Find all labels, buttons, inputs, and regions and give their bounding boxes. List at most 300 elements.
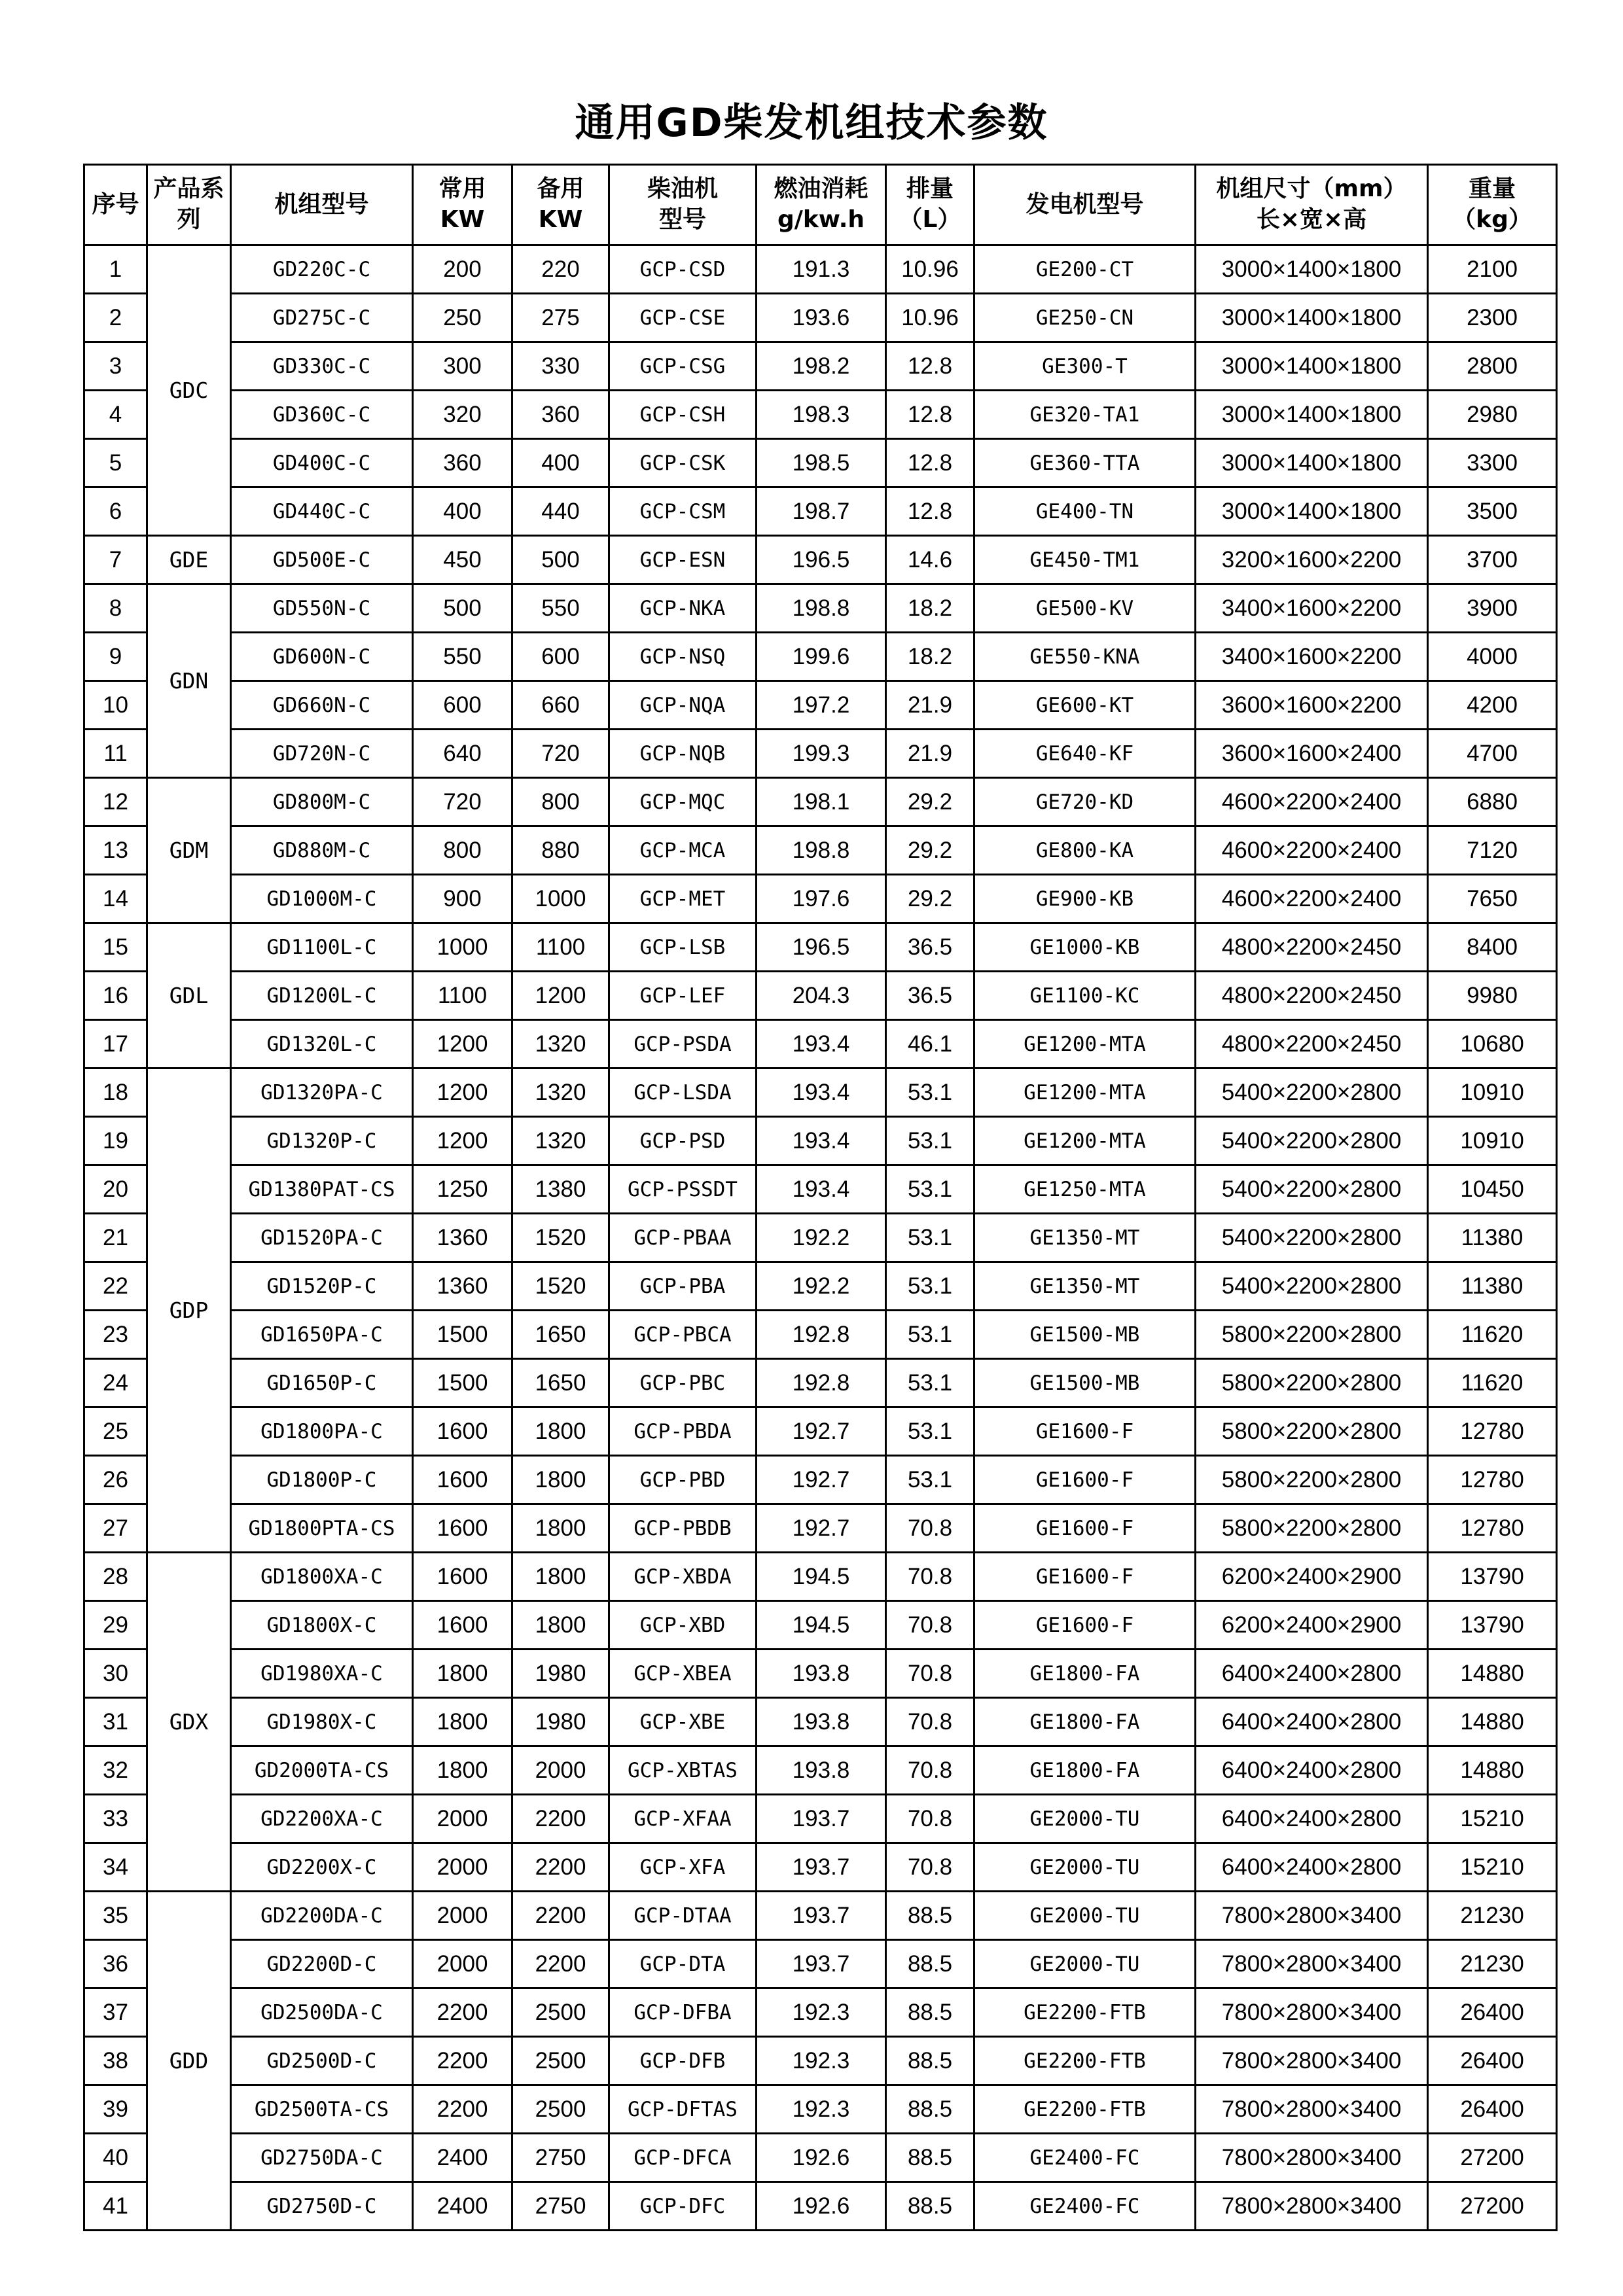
header-line2: （L）	[899, 206, 961, 233]
cell-standby-kw: 1320	[512, 1020, 609, 1069]
cell-model: GD2750D-C	[231, 2182, 413, 2231]
cell-weight: 7120	[1428, 826, 1557, 875]
cell-standby-kw: 800	[512, 778, 609, 826]
cell-weight: 27200	[1428, 2134, 1557, 2182]
table-row	[84, 584, 1557, 633]
cell-weight: 13790	[1428, 1553, 1557, 1601]
cell-displacement: 70.8	[886, 1650, 974, 1698]
cell-dimensions: 5400×2200×2800	[1196, 1214, 1428, 1262]
cell-dimensions: 6400×2400×2800	[1196, 1746, 1428, 1795]
table-row	[84, 826, 1557, 875]
cell-index: 31	[84, 1698, 147, 1746]
cell-dimensions: 5800×2200×2800	[1196, 1504, 1428, 1553]
cell-displacement: 70.8	[886, 1698, 974, 1746]
cell-prime-kw: 360	[413, 439, 512, 487]
table-row	[84, 633, 1557, 681]
cell-displacement: 12.8	[886, 487, 974, 536]
cell-model: GD440C-C	[231, 487, 413, 536]
cell-alternator-model: GE1600-F	[974, 1504, 1196, 1553]
cell-alternator-model: GE2000-TU	[974, 1795, 1196, 1843]
cell-index: 25	[84, 1407, 147, 1456]
table-row	[84, 1940, 1557, 1988]
cell-alternator-model: GE1200-MTA	[974, 1020, 1196, 1069]
cell-alternator-model: GE800-KA	[974, 826, 1196, 875]
header-prime-kw	[413, 165, 512, 245]
table-row	[84, 875, 1557, 923]
cell-weight: 15210	[1428, 1843, 1557, 1892]
cell-model: GD1200L-C	[231, 972, 413, 1020]
cell-displacement: 46.1	[886, 1020, 974, 1069]
cell-weight: 7650	[1428, 875, 1557, 923]
cell-engine-model: GCP-XFA	[609, 1843, 757, 1892]
cell-standby-kw: 2500	[512, 2037, 609, 2085]
cell-weight: 4000	[1428, 633, 1557, 681]
cell-fuel-consumption: 192.7	[757, 1504, 886, 1553]
cell-fuel-consumption: 192.3	[757, 1988, 886, 2037]
cell-index: 28	[84, 1553, 147, 1601]
cell-alternator-model: GE550-KNA	[974, 633, 1196, 681]
cell-fuel-consumption: 192.3	[757, 2085, 886, 2134]
cell-displacement: 70.8	[886, 1504, 974, 1553]
cell-fuel-consumption: 192.7	[757, 1456, 886, 1504]
cell-dimensions: 4800×2200×2450	[1196, 923, 1428, 972]
table-row	[84, 294, 1557, 342]
cell-displacement: 88.5	[886, 1940, 974, 1988]
cell-engine-model: GCP-NQA	[609, 681, 757, 730]
cell-prime-kw: 640	[413, 730, 512, 778]
cell-alternator-model: GE1600-F	[974, 1456, 1196, 1504]
header-line1: 发电机型号	[1026, 190, 1144, 218]
cell-dimensions: 5400×2200×2800	[1196, 1117, 1428, 1165]
cell-displacement: 88.5	[886, 2134, 974, 2182]
cell-displacement: 88.5	[886, 2182, 974, 2231]
cell-fuel-consumption: 192.3	[757, 2037, 886, 2085]
cell-fuel-consumption: 196.5	[757, 536, 886, 584]
cell-displacement: 70.8	[886, 1746, 974, 1795]
cell-fuel-consumption: 193.4	[757, 1117, 886, 1165]
cell-model: GD1980X-C	[231, 1698, 413, 1746]
cell-alternator-model: GE640-KF	[974, 730, 1196, 778]
cell-standby-kw: 1380	[512, 1165, 609, 1214]
cell-model: GD2200X-C	[231, 1843, 413, 1892]
cell-prime-kw: 450	[413, 536, 512, 584]
cell-fuel-consumption: 193.4	[757, 1020, 886, 1069]
cell-model: GD1980XA-C	[231, 1650, 413, 1698]
cell-model: GD1320P-C	[231, 1117, 413, 1165]
cell-alternator-model: GE1800-FA	[974, 1698, 1196, 1746]
spec-table	[83, 164, 1558, 2231]
cell-fuel-consumption: 193.8	[757, 1650, 886, 1698]
cell-prime-kw: 1100	[413, 972, 512, 1020]
cell-weight: 2980	[1428, 391, 1557, 439]
cell-standby-kw: 1800	[512, 1553, 609, 1601]
cell-engine-model: GCP-LSB	[609, 923, 757, 972]
cell-index: 35	[84, 1892, 147, 1940]
cell-alternator-model: GE1500-MB	[974, 1359, 1196, 1407]
cell-model: GD2200DA-C	[231, 1892, 413, 1940]
cell-engine-model: GCP-MQC	[609, 778, 757, 826]
cell-dimensions: 5800×2200×2800	[1196, 1311, 1428, 1359]
cell-displacement: 88.5	[886, 2037, 974, 2085]
cell-fuel-consumption: 199.3	[757, 730, 886, 778]
table-row	[84, 1650, 1557, 1698]
cell-fuel-consumption: 198.8	[757, 826, 886, 875]
cell-dimensions: 5400×2200×2800	[1196, 1069, 1428, 1117]
cell-standby-kw: 2000	[512, 1746, 609, 1795]
cell-standby-kw: 2750	[512, 2182, 609, 2231]
table-row	[84, 681, 1557, 730]
cell-weight: 11620	[1428, 1359, 1557, 1407]
cell-displacement: 29.2	[886, 875, 974, 923]
cell-fuel-consumption: 192.8	[757, 1359, 886, 1407]
cell-prime-kw: 320	[413, 391, 512, 439]
cell-alternator-model: GE2000-TU	[974, 1843, 1196, 1892]
cell-weight: 14880	[1428, 1746, 1557, 1795]
cell-index: 39	[84, 2085, 147, 2134]
cell-prime-kw: 720	[413, 778, 512, 826]
cell-alternator-model: GE1100-KC	[974, 972, 1196, 1020]
header-line1: 常用	[438, 175, 486, 203]
cell-model: GD1800X-C	[231, 1601, 413, 1650]
cell-standby-kw: 1650	[512, 1311, 609, 1359]
cell-fuel-consumption: 191.3	[757, 245, 886, 294]
cell-displacement: 70.8	[886, 1795, 974, 1843]
cell-fuel-consumption: 193.7	[757, 1940, 886, 1988]
cell-prime-kw: 1500	[413, 1359, 512, 1407]
cell-engine-model: GCP-CSH	[609, 391, 757, 439]
cell-prime-kw: 1600	[413, 1407, 512, 1456]
header-line1: 产品系	[153, 175, 224, 203]
cell-index: 4	[84, 391, 147, 439]
cell-prime-kw: 600	[413, 681, 512, 730]
cell-prime-kw: 1600	[413, 1504, 512, 1553]
cell-alternator-model: GE2200-FTB	[974, 2085, 1196, 2134]
cell-weight: 26400	[1428, 2037, 1557, 2085]
table-row	[84, 1214, 1557, 1262]
cell-engine-model: GCP-PSD	[609, 1117, 757, 1165]
cell-fuel-consumption: 193.4	[757, 1069, 886, 1117]
table-row	[84, 1795, 1557, 1843]
cell-standby-kw: 1520	[512, 1214, 609, 1262]
cell-alternator-model: GE450-TM1	[974, 536, 1196, 584]
cell-fuel-consumption: 193.8	[757, 1746, 886, 1795]
cell-weight: 15210	[1428, 1795, 1557, 1843]
cell-model: GD1800PA-C	[231, 1407, 413, 1456]
cell-index: 29	[84, 1601, 147, 1650]
cell-index: 33	[84, 1795, 147, 1843]
cell-alternator-model: GE1800-FA	[974, 1650, 1196, 1698]
cell-model: GD1380PAT-CS	[231, 1165, 413, 1214]
cell-fuel-consumption: 192.6	[757, 2134, 886, 2182]
cell-weight: 3500	[1428, 487, 1557, 536]
cell-displacement: 70.8	[886, 1843, 974, 1892]
cell-index: 32	[84, 1746, 147, 1795]
cell-index: 1	[84, 245, 147, 294]
cell-index: 7	[84, 536, 147, 584]
cell-index: 2	[84, 294, 147, 342]
cell-model: GD2200D-C	[231, 1940, 413, 1988]
cell-weight: 10680	[1428, 1020, 1557, 1069]
cell-alternator-model: GE1200-MTA	[974, 1069, 1196, 1117]
cell-weight: 9980	[1428, 972, 1557, 1020]
cell-weight: 10910	[1428, 1117, 1557, 1165]
table-row	[84, 1262, 1557, 1311]
cell-index: 23	[84, 1311, 147, 1359]
header-line1: 重量	[1468, 175, 1516, 203]
header-line2: （kg）	[1452, 206, 1532, 233]
cell-standby-kw: 1320	[512, 1117, 609, 1165]
cell-displacement: 10.96	[886, 245, 974, 294]
cell-model: GD720N-C	[231, 730, 413, 778]
cell-index: 13	[84, 826, 147, 875]
cell-displacement: 53.1	[886, 1311, 974, 1359]
cell-prime-kw: 1000	[413, 923, 512, 972]
cell-alternator-model: GE2400-FC	[974, 2134, 1196, 2182]
cell-index: 21	[84, 1214, 147, 1262]
cell-alternator-model: GE1350-MT	[974, 1214, 1196, 1262]
cell-index: 20	[84, 1165, 147, 1214]
cell-series: GDX	[147, 1553, 231, 1892]
cell-dimensions: 4800×2200×2450	[1196, 972, 1428, 1020]
cell-series: GDN	[147, 584, 231, 778]
cell-engine-model: GCP-DFTAS	[609, 2085, 757, 2134]
cell-standby-kw: 1200	[512, 972, 609, 1020]
cell-alternator-model: GE1000-KB	[974, 923, 1196, 972]
cell-index: 34	[84, 1843, 147, 1892]
cell-weight: 4700	[1428, 730, 1557, 778]
cell-engine-model: GCP-CSM	[609, 487, 757, 536]
cell-weight: 14880	[1428, 1650, 1557, 1698]
cell-standby-kw: 330	[512, 342, 609, 391]
cell-prime-kw: 1200	[413, 1069, 512, 1117]
cell-fuel-consumption: 198.5	[757, 439, 886, 487]
cell-displacement: 53.1	[886, 1456, 974, 1504]
header-line1: 备用	[537, 175, 584, 203]
cell-model: GD2200XA-C	[231, 1795, 413, 1843]
cell-dimensions: 6400×2400×2800	[1196, 1650, 1428, 1698]
header-line2: KW	[538, 206, 583, 233]
cell-alternator-model: GE250-CN	[974, 294, 1196, 342]
cell-alternator-model: GE1350-MT	[974, 1262, 1196, 1311]
cell-prime-kw: 1600	[413, 1553, 512, 1601]
table-row	[84, 2134, 1557, 2182]
cell-dimensions: 5800×2200×2800	[1196, 1359, 1428, 1407]
table-header	[84, 165, 1557, 245]
cell-standby-kw: 1520	[512, 1262, 609, 1311]
cell-dimensions: 3400×1600×2200	[1196, 584, 1428, 633]
cell-prime-kw: 1800	[413, 1698, 512, 1746]
cell-index: 30	[84, 1650, 147, 1698]
cell-weight: 2100	[1428, 245, 1557, 294]
cell-weight: 13790	[1428, 1601, 1557, 1650]
cell-fuel-consumption: 193.6	[757, 294, 886, 342]
header-series	[147, 165, 231, 245]
cell-engine-model: GCP-XBTAS	[609, 1746, 757, 1795]
cell-displacement: 12.8	[886, 391, 974, 439]
cell-displacement: 36.5	[886, 923, 974, 972]
cell-prime-kw: 1360	[413, 1214, 512, 1262]
header-line1: 柴油机	[647, 175, 718, 203]
cell-prime-kw: 500	[413, 584, 512, 633]
cell-model: GD275C-C	[231, 294, 413, 342]
cell-engine-model: GCP-DFB	[609, 2037, 757, 2085]
cell-alternator-model: GE2000-TU	[974, 1892, 1196, 1940]
cell-dimensions: 5800×2200×2800	[1196, 1456, 1428, 1504]
cell-engine-model: GCP-DFCA	[609, 2134, 757, 2182]
cell-weight: 12780	[1428, 1407, 1557, 1456]
table-row	[84, 1892, 1557, 1940]
cell-engine-model: GCP-PBCA	[609, 1311, 757, 1359]
cell-standby-kw: 2750	[512, 2134, 609, 2182]
cell-dimensions: 7800×2800×3400	[1196, 2134, 1428, 2182]
cell-engine-model: GCP-PBA	[609, 1262, 757, 1311]
cell-engine-model: GCP-NKA	[609, 584, 757, 633]
cell-prime-kw: 2000	[413, 1843, 512, 1892]
cell-dimensions: 3000×1400×1800	[1196, 342, 1428, 391]
cell-prime-kw: 400	[413, 487, 512, 536]
cell-dimensions: 4600×2200×2400	[1196, 826, 1428, 875]
cell-index: 5	[84, 439, 147, 487]
cell-standby-kw: 2200	[512, 1843, 609, 1892]
cell-prime-kw: 1800	[413, 1650, 512, 1698]
cell-model: GD360C-C	[231, 391, 413, 439]
cell-dimensions: 7800×2800×3400	[1196, 1988, 1428, 2037]
cell-displacement: 21.9	[886, 681, 974, 730]
cell-standby-kw: 2200	[512, 1795, 609, 1843]
cell-prime-kw: 2200	[413, 1988, 512, 2037]
cell-weight: 10450	[1428, 1165, 1557, 1214]
cell-alternator-model: GE2200-FTB	[974, 2037, 1196, 2085]
table-row	[84, 1504, 1557, 1553]
cell-model: GD1520P-C	[231, 1262, 413, 1311]
header-model	[231, 165, 413, 245]
cell-fuel-consumption: 193.8	[757, 1698, 886, 1746]
cell-prime-kw: 550	[413, 633, 512, 681]
cell-engine-model: GCP-NSQ	[609, 633, 757, 681]
cell-model: GD880M-C	[231, 826, 413, 875]
cell-weight: 3700	[1428, 536, 1557, 584]
cell-alternator-model: GE1600-F	[974, 1407, 1196, 1456]
cell-fuel-consumption: 192.2	[757, 1214, 886, 1262]
cell-engine-model: GCP-CSD	[609, 245, 757, 294]
cell-model: GD1100L-C	[231, 923, 413, 972]
cell-dimensions: 7800×2800×3400	[1196, 1940, 1428, 1988]
cell-standby-kw: 600	[512, 633, 609, 681]
cell-model: GD550N-C	[231, 584, 413, 633]
cell-fuel-consumption: 197.6	[757, 875, 886, 923]
cell-prime-kw: 1200	[413, 1020, 512, 1069]
header-line1: 排量	[906, 175, 954, 203]
cell-alternator-model: GE1600-F	[974, 1601, 1196, 1650]
cell-model: GD1520PA-C	[231, 1214, 413, 1262]
cell-fuel-consumption: 197.2	[757, 681, 886, 730]
cell-engine-model: GCP-CSE	[609, 294, 757, 342]
cell-dimensions: 3600×1600×2200	[1196, 681, 1428, 730]
cell-weight: 4200	[1428, 681, 1557, 730]
table-row	[84, 1020, 1557, 1069]
table-body	[84, 245, 1557, 2231]
header-standby-kw	[512, 165, 609, 245]
cell-standby-kw: 220	[512, 245, 609, 294]
cell-fuel-consumption: 193.7	[757, 1843, 886, 1892]
header-line1: 序号	[92, 190, 139, 218]
cell-weight: 12780	[1428, 1504, 1557, 1553]
cell-index: 15	[84, 923, 147, 972]
cell-fuel-consumption: 194.5	[757, 1553, 886, 1601]
cell-index: 26	[84, 1456, 147, 1504]
cell-prime-kw: 2400	[413, 2182, 512, 2231]
cell-standby-kw: 440	[512, 487, 609, 536]
cell-displacement: 21.9	[886, 730, 974, 778]
cell-engine-model: GCP-DFC	[609, 2182, 757, 2231]
cell-index: 18	[84, 1069, 147, 1117]
cell-series: GDE	[147, 536, 231, 584]
cell-weight: 3900	[1428, 584, 1557, 633]
cell-model: GD2500TA-CS	[231, 2085, 413, 2134]
cell-displacement: 29.2	[886, 826, 974, 875]
cell-alternator-model: GE1200-MTA	[974, 1117, 1196, 1165]
table-row	[84, 1359, 1557, 1407]
cell-prime-kw: 1200	[413, 1117, 512, 1165]
header-row	[84, 165, 1557, 245]
cell-alternator-model: GE1600-F	[974, 1553, 1196, 1601]
cell-alternator-model: GE300-T	[974, 342, 1196, 391]
cell-prime-kw: 1500	[413, 1311, 512, 1359]
cell-weight: 12780	[1428, 1456, 1557, 1504]
header-line2: KW	[440, 206, 485, 233]
cell-fuel-consumption: 192.7	[757, 1407, 886, 1456]
cell-index: 8	[84, 584, 147, 633]
cell-model: GD330C-C	[231, 342, 413, 391]
cell-engine-model: GCP-PBC	[609, 1359, 757, 1407]
cell-standby-kw: 1000	[512, 875, 609, 923]
cell-displacement: 10.96	[886, 294, 974, 342]
cell-weight: 27200	[1428, 2182, 1557, 2231]
table-row	[84, 391, 1557, 439]
cell-dimensions: 3400×1600×2200	[1196, 633, 1428, 681]
cell-engine-model: GCP-MCA	[609, 826, 757, 875]
cell-prime-kw: 1600	[413, 1601, 512, 1650]
cell-dimensions: 6400×2400×2800	[1196, 1698, 1428, 1746]
cell-series: GDM	[147, 778, 231, 923]
cell-prime-kw: 1360	[413, 1262, 512, 1311]
cell-fuel-consumption: 193.7	[757, 1795, 886, 1843]
cell-fuel-consumption: 198.8	[757, 584, 886, 633]
table-row	[84, 1843, 1557, 1892]
cell-displacement: 53.1	[886, 1262, 974, 1311]
cell-dimensions: 7800×2800×3400	[1196, 2085, 1428, 2134]
cell-fuel-consumption: 198.1	[757, 778, 886, 826]
table-row	[84, 1601, 1557, 1650]
header-line2: 长×宽×高	[1256, 206, 1367, 233]
table-row	[84, 2085, 1557, 2134]
cell-engine-model: GCP-NQB	[609, 730, 757, 778]
cell-prime-kw: 2200	[413, 2085, 512, 2134]
header-alternator-model	[974, 165, 1196, 245]
cell-displacement: 88.5	[886, 1988, 974, 2037]
cell-standby-kw: 1800	[512, 1504, 609, 1553]
cell-alternator-model: GE320-TA1	[974, 391, 1196, 439]
cell-standby-kw: 1100	[512, 923, 609, 972]
cell-model: GD1800PTA-CS	[231, 1504, 413, 1553]
cell-standby-kw: 720	[512, 730, 609, 778]
cell-displacement: 53.1	[886, 1407, 974, 1456]
cell-weight: 2300	[1428, 294, 1557, 342]
table-row	[84, 1746, 1557, 1795]
cell-displacement: 12.8	[886, 439, 974, 487]
table-row	[84, 1553, 1557, 1601]
cell-dimensions: 5400×2200×2800	[1196, 1165, 1428, 1214]
